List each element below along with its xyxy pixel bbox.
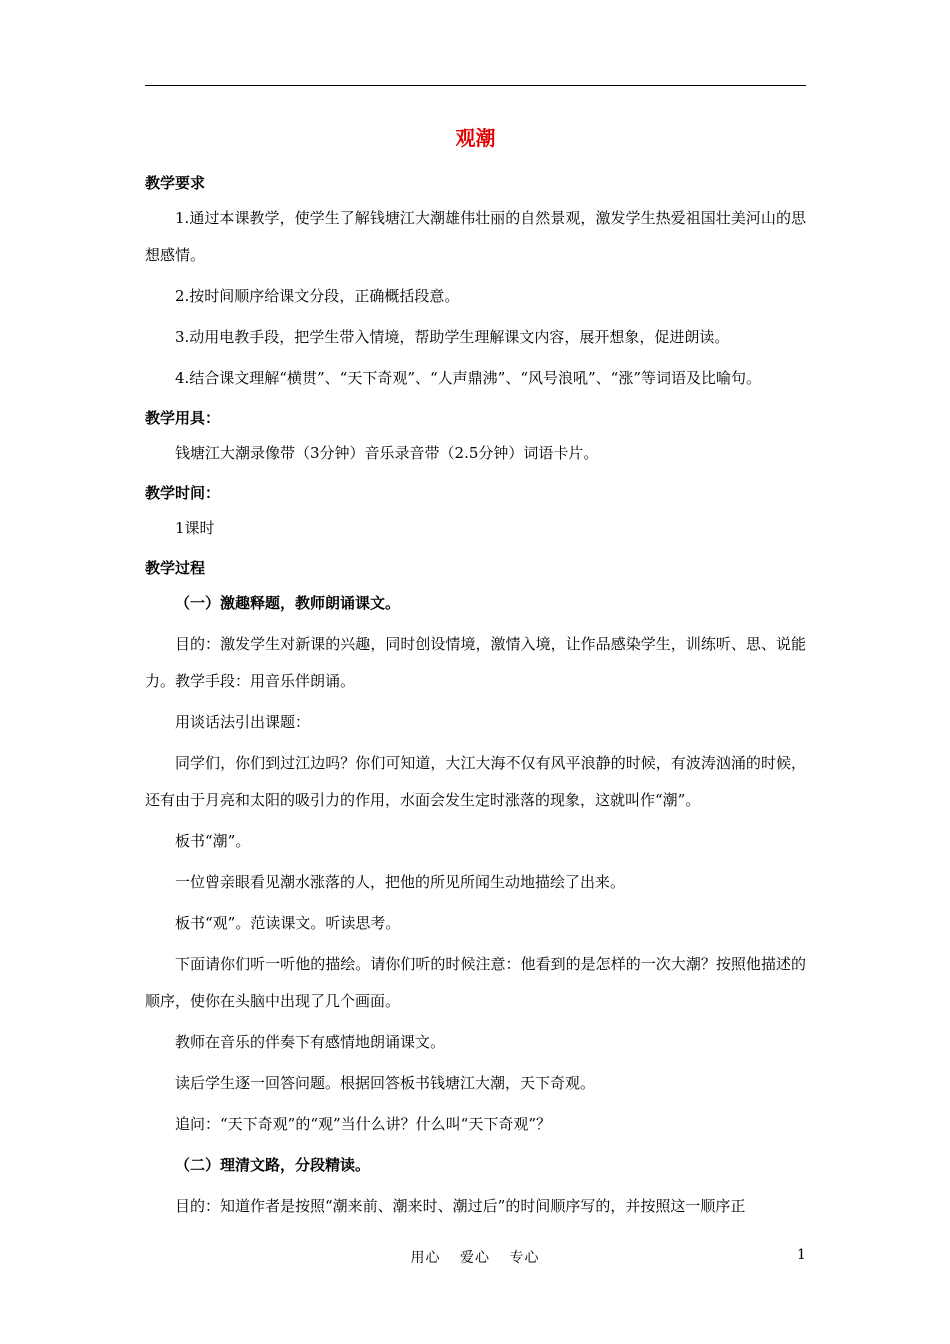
step-paragraph: 同学们，你们到过江边吗？你们可知道，大江大海不仅有风平浪静的时候，有波涛汹涌的时候，还有由于月亮和太阳的吸引力的作用，水面会发生定时涨落的现象，这就叫作“潮”。 bbox=[145, 754, 806, 809]
step-paragraph: 追问：“天下奇观”的“观”当什么讲？什么叫“天下奇观”？ bbox=[175, 1115, 552, 1133]
section-heading-requirements: 教学要求 bbox=[145, 174, 206, 192]
step-paragraph: 一位曾亲眼看见潮水涨落的人，把他的所见所闻生动地描绘了出来。 bbox=[175, 873, 626, 891]
step-paragraph: 目的：知道作者是按照“潮来前、潮来时、潮过后”的时间顺序写的，并按照这一顺序正 bbox=[175, 1197, 746, 1215]
section-heading-tools: 教学用具： bbox=[145, 409, 221, 427]
tools-text: 钱塘江大潮录像带（3分钟）音乐录音带（2.5分钟）词语卡片。 bbox=[175, 444, 599, 462]
time-text: 1课时 bbox=[175, 519, 215, 537]
step-paragraph: 教师在音乐的伴奏下有感情地朗诵课文。 bbox=[175, 1033, 446, 1051]
section-heading-time: 教学时间： bbox=[145, 484, 221, 502]
step-paragraph: 板书“潮”。 bbox=[175, 832, 251, 850]
requirement-item: 2.按时间顺序给课文分段，正确概括段意。 bbox=[175, 287, 460, 305]
step-paragraph: 目的：激发学生对新课的兴趣，同时创设情境，激情入境，让作品感染学生，训练听、思、说能力。教学手段：用音乐伴朗诵。 bbox=[145, 635, 806, 690]
step-paragraph: 用谈话法引出课题： bbox=[175, 713, 311, 731]
step-paragraph: 板书“观”。范读课文。听读思考。 bbox=[175, 914, 401, 932]
section-heading-process: 教学过程 bbox=[145, 559, 206, 577]
step-title: （二）理清文路，分段精读。 bbox=[175, 1156, 371, 1174]
document-title: 观潮 bbox=[455, 126, 496, 150]
page-number: 1 bbox=[797, 1247, 806, 1263]
requirement-item: 3.动用电教手段，把学生带入情境，帮助学生理解课文内容，展开想象，促进朗读。 bbox=[175, 328, 730, 346]
step-title: （一）激趣释题，教师朗诵课文。 bbox=[175, 594, 401, 612]
requirement-item: 4.结合课文理解“横贯”、“天下奇观”、“人声鼎沸”、“风号浪吼”、“涨”等词语及比喻句。 bbox=[175, 369, 761, 387]
step-paragraph: 读后学生逐一回答问题。根据回答板书钱塘江大潮，天下奇观。 bbox=[175, 1074, 596, 1092]
document-body bbox=[145, 118, 806, 1229]
step-paragraph: 下面请你们听一听他的描绘。请你们听的时候注意：他看到的是怎样的一次大潮？按照他描述的顺序，使你在头脑中出现了几个画面。 bbox=[145, 955, 806, 1010]
requirement-item: 1.通过本课教学，使学生了解钱塘江大潮雄伟壮丽的自然景观，激发学生热爱祖国壮美河山的思想感情。 bbox=[145, 209, 806, 264]
header-rule bbox=[145, 85, 806, 86]
footer-motto: 用心 爱心 专心 bbox=[410, 1250, 540, 1266]
